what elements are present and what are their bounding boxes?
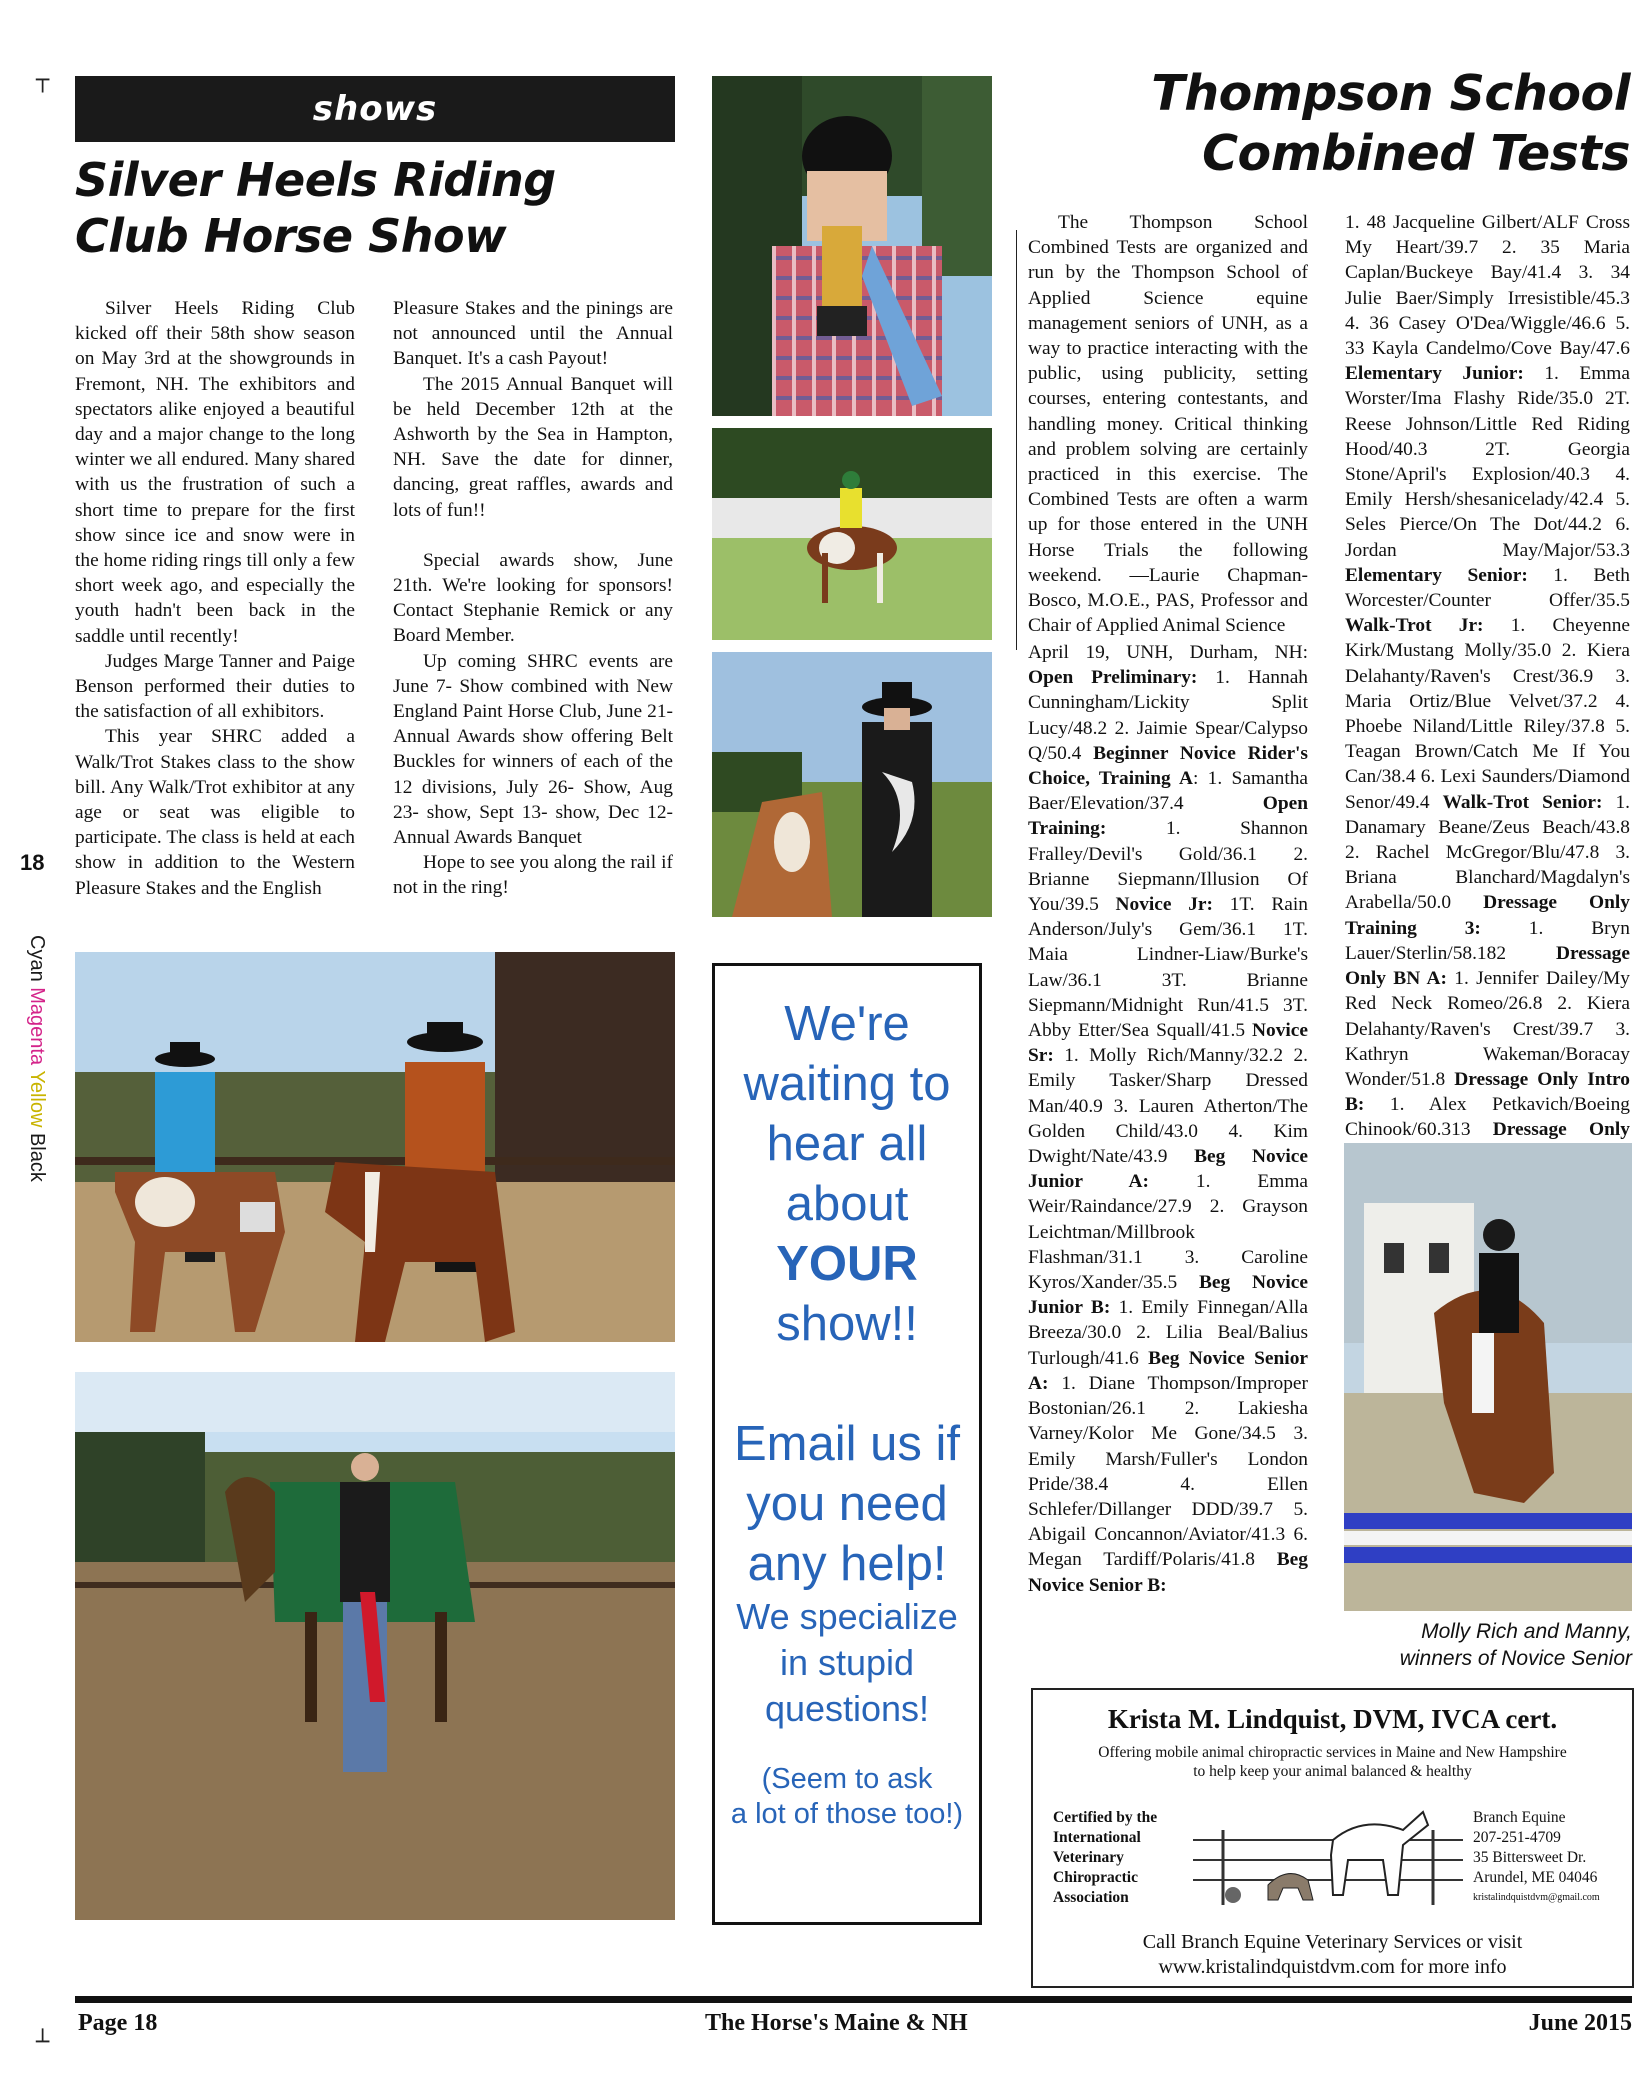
title-line-2: Combined Tests	[1202, 124, 1630, 182]
result-division: Dressage Only Training 3:	[1345, 892, 1630, 939]
ad-line: in stupid	[779, 1642, 915, 1683]
article1-column-1	[75, 296, 355, 901]
result-entries: 1. Diane Thompson/Improper Bostonian/26.1 2. Lakiesha Varney/Kolor Me Gone/34.5 3. Emily Marsh/Fuller's London Pride/38.4 4. Ellen Schlefer/Dillanger DDD/39.7 5. Abigail Concannon/Aviator/41.3 6. Megan Tardiff/Polaris/41.8	[1028, 1372, 1308, 1571]
article2-intro	[1028, 210, 1308, 638]
result-entries: 1. Emma Weir/Raindance/27.9 2. Grayson Leichtman/Millbrook Flashman/31.1 3. Caroline Kyros/Xander/35.5	[1028, 1171, 1309, 1294]
result-entries: 1. Beth Worcester/Counter Offer/35.5	[1345, 564, 1630, 612]
contact-name: Branch Equine	[1473, 1809, 1566, 1826]
vet-subtitle	[1033, 1743, 1632, 1781]
result-entries: 1. Shannon Fralley/Devil's Gold/36.1 2. Brianne Siepmann/Illusion Of You/39.5	[1028, 818, 1308, 916]
result-division: Dressage Only Intro B:	[1345, 1068, 1630, 1116]
vet-subtitle-line: to help keep your animal balanced & healthy	[1193, 1763, 1472, 1780]
photo-child-trophy	[712, 76, 992, 416]
paragraph: Silver Heels Riding Club kicked off their 58th show season on May 3rd at the showgrounds in Fremont, NH. The exhibitors and spectators alike enjoyed a beautiful day and a major change to the long winter we all endured. Many shared with us the frustration of such a short time to prepare for the first show since ice and snow were in the home riding rings till only a few short week ago, and especially the youth hadn't been back in the saddle until recently!	[75, 298, 355, 647]
photo-jumper-molly-rich	[1344, 1143, 1632, 1611]
result-division: Novice Sr:	[1028, 1020, 1308, 1067]
photo-western-riders	[75, 952, 675, 1342]
footer-publication: The Horse's Maine & NH	[705, 2010, 968, 2036]
title-line-1: Thompson School	[1151, 65, 1630, 122]
result-entries: 1. Jennifer Dailey/My Red Neck Romeo/26.8 2. Kiera Delahanty/Raven's Crest/39.7 3. Kathryn Wakeman/Boracay Wonder/51.8	[1345, 968, 1630, 1090]
ad-line: hear all	[766, 1117, 928, 1171]
result-division: Elementary Senior:	[1345, 564, 1528, 586]
result-division: Beg Novice Senior A:	[1028, 1347, 1308, 1394]
footer-rule	[75, 1996, 1632, 2003]
article-title-thompson	[1030, 64, 1630, 184]
contact-city: Arundel, ME 04046	[1473, 1869, 1598, 1886]
color-black: Black	[26, 1132, 48, 1182]
horse-dog-illustration	[1193, 1800, 1463, 1910]
paragraph: This year SHRC added a Walk/Trot Stakes class to the show bill. Any Walk/Trot exhibitor at any age or seat was eligible to participate. The class is held at each show in addition to the Western Pleasure Stakes and the English	[75, 726, 355, 899]
paragraph: The 2015 Annual Banquet will be held December 12th at the Ashworth by the Sea in Hampton, NH. Save the date for dinner, dancing, great raffles, awards and lots of fun!!	[393, 373, 673, 521]
result-entries: 1. Molly Rich/Manny/32.2 2. Emily Tasker/Sharp Dressed Man/40.9 3. Lauren Atherton/The Golden Child/43.0 4. Kim Dwight/Nate/43.9	[1028, 1045, 1308, 1168]
paragraph: Up coming SHRC events are June 7- Show combined with New England Paint Horse Club, June 21- Annual Awards show offering Belt Buckles for winners of each of the 12 divisions, July 26- Show, Aug 23- show, Sept 13- show, Dec 12- Annual Awards Banquet	[393, 650, 673, 849]
photo-caption	[1344, 1618, 1632, 1672]
ad-line: a lot of those too!)	[730, 1798, 964, 1830]
contact-phone: 207-251-4709	[1473, 1829, 1561, 1846]
ad-line: We're	[784, 997, 910, 1051]
cert-line: Certified by the	[1053, 1809, 1158, 1826]
cert-line: International	[1053, 1829, 1141, 1846]
result-division: Walk-Trot Senior:	[1442, 791, 1603, 813]
result-entries: 1. Cheyenne Kirk/Mustang Molly/35.0 2. Kiera Delahanty/Raven's Crest/36.9 3. Maria Ortiz/Blue Velvet/37.2 4. Phoebe Niland/Little Riley/37.8 5. Teagan Brown/Catch Me If You Can/38.4 6. Lexi Saunders/Diamond Senor/49.4	[1345, 615, 1630, 813]
result-division: Open Preliminary:	[1028, 667, 1198, 689]
cert-line: Chiropractic	[1053, 1869, 1138, 1886]
ad-line: about	[785, 1177, 909, 1231]
contact-address: 35 Bittersweet Dr.	[1473, 1849, 1587, 1866]
title-line-1: Silver Heels Riding	[75, 153, 556, 207]
result-entries: 1. 48 Jacqueline Gilbert/ALF Cross My Heart/39.7 2. 35 Maria Caplan/Buckeye Bay/41.4 3. 34 Julie Baer/Simply Irresistible/45.3 4. 36 Casey O'Dea/Wiggle/46.6 5. 33 Kayla Candelmo/Cove Bay/47.6	[1345, 212, 1630, 360]
ad-line: show!!	[776, 1297, 918, 1351]
margin-page-number: 18	[20, 850, 45, 875]
vet-title: Krista M. Lindquist, DVM, IVCA cert.	[1107, 1704, 1558, 1734]
result-entries: April 19, UNH, Durham, NH:	[1028, 642, 1308, 663]
column-rule	[1016, 230, 1017, 650]
paragraph: Special awards show, June 21th. We're looking for sponsors! Contact Stephanie Remick or any Board Member.	[393, 549, 673, 647]
result-division: Open Training:	[1028, 793, 1308, 840]
ad-line: We specialize	[736, 1596, 958, 1637]
color-magenta: Magenta	[26, 987, 48, 1066]
result-division: Dressage Only BN A:	[1345, 942, 1630, 990]
ad-line: Email us if	[733, 1417, 960, 1471]
paragraph: The Thompson School Combined Tests are organized and run by the Thompson School of Applied Science equine management seniors of UNH, as a way to practice interacting with the public, using publicity, setting courses, entering contestants, and handling money. Critical thinking and problem solving are certainly practiced in this exercise. The Combined Tests are often a warm up for those entered in the UNH Horse Trials the following weekend. —Laurie Chapman-Bosco, M.O.E., PAS, Professor and Chair of Applied Animal Science	[1028, 212, 1308, 637]
result-division: Beg Novice Junior B:	[1028, 1272, 1308, 1319]
footer-date: June 2015	[1528, 2010, 1632, 2036]
registration-mark-top: ┬	[36, 68, 50, 93]
paragraph: Judges Marge Tanner and Paige Benson performed their duties to the satisfaction of all exhibitors.	[75, 650, 355, 723]
result-entries: 1T. Rain Anderson/July's Gem/36.1 1T. Maia Lindner-Liaw/Burke's Law/36.1 3T. Brianne Siepmann/Midnight Run/41.5 3T. Abby Etter/Sea Squall/41.5	[1028, 894, 1308, 1042]
result-division: Novice Jr:	[1115, 894, 1213, 916]
result-entries: 1. Danamary Beane/Zeus Beach/43.8 2. Rachel McGregor/Blu/47.8 3. Briana Blanchard/Magdalyn's Arabella/50.0	[1345, 791, 1630, 914]
vet-contact	[1473, 1808, 1600, 1908]
paragraph: Hope to see you along the rail if not in the ring!	[393, 852, 673, 899]
cert-line: Association	[1053, 1889, 1129, 1906]
contact-email: kristalindquistdvm@gmail.com	[1473, 1892, 1600, 1903]
result-entries: 1. Emily Finnegan/Alla Breeza/30.0 2. Lilia Beal/Balius Turlough/41.6	[1028, 1297, 1309, 1369]
registration-mark-bottom: ┴	[36, 2030, 50, 2055]
photo-cowboy-horse	[712, 652, 992, 917]
result-entries: 1. Alex Petkavich/Boeing Chinook/60.313	[1345, 1094, 1630, 1141]
vet-footer-line: www.kristalindquistdvm.com for more info	[1158, 1956, 1507, 1978]
article-title-silver-heels	[75, 152, 675, 264]
color-cyan: Cyan	[26, 935, 48, 982]
result-division: Dressage Only	[1492, 1119, 1630, 1141]
result-entries: : 1. Samantha Baer/Elevation/37.4	[1028, 768, 1309, 815]
ad-line: questions!	[764, 1688, 930, 1729]
result-division: Elementary Junior:	[1345, 363, 1524, 385]
photo-horse-green-blanket	[75, 1372, 675, 1920]
vet-subtitle-line: Offering mobile animal chiropractic services in Maine and New Hampshire	[1098, 1744, 1567, 1761]
article2-results-column-2	[1345, 210, 1630, 1140]
vet-certification	[1053, 1808, 1157, 1908]
color-bar	[25, 935, 48, 1182]
ad-line: you need	[746, 1477, 948, 1531]
caption-line: winners of Novice Senior	[1399, 1647, 1632, 1670]
section-banner: shows	[75, 76, 675, 142]
vet-advertisement	[1031, 1688, 1634, 1988]
vet-footer	[1033, 1930, 1632, 1980]
photo-paint-horse-ring	[712, 428, 992, 640]
promo-ad-box	[712, 963, 982, 1925]
ad-line: (Seem to ask	[761, 1763, 933, 1795]
paragraph: Pleasure Stakes and the pinings are not announced until the Annual Banquet. It's a cash Payout!	[393, 298, 673, 370]
article1-column-2	[393, 296, 673, 901]
result-division: Beg Novice Junior A:	[1028, 1146, 1308, 1193]
article2-results-column-1	[1028, 640, 1308, 1670]
ad-line-emphasis: YOUR	[776, 1237, 918, 1291]
caption-line: Molly Rich and Manny,	[1421, 1620, 1632, 1643]
result-entries: 1. Hannah Cunningham/Lickity Split Lucy/48.2 2. Jaimie Spear/Calypso Q/50.4	[1028, 667, 1308, 764]
title-line-2: Club Horse Show	[75, 209, 507, 264]
footer-page-number: Page 18	[78, 2010, 158, 2036]
result-entries: 1. Emma Worster/Ima Flashy Ride/35.0 2T. Reese Johnson/Little Red Riding Hood/40.3 2T. Georgia Stone/April's Explosion/40.3 4. Emily Hersh/shesanicelady/42.4 5. Seles Pierce/On The Dot/44.2 6. Jordan May/Major/53.3	[1345, 363, 1631, 561]
result-division: Beg Novice Senior B:	[1028, 1549, 1308, 1596]
result-division: Beginner Novice Rider's Choice, Training A	[1028, 742, 1308, 790]
ad-line: any help!	[747, 1537, 947, 1591]
ad-line: waiting to	[743, 1057, 951, 1111]
color-yellow: Yellow	[26, 1070, 48, 1128]
result-division: Walk-Trot Jr:	[1345, 615, 1484, 637]
vet-footer-line: Call Branch Equine Veterinary Services or visit	[1142, 1931, 1523, 1953]
cert-line: Veterinary	[1053, 1849, 1124, 1866]
result-entries: 1. Bryn Lauer/Sterlin/58.182	[1345, 917, 1630, 964]
